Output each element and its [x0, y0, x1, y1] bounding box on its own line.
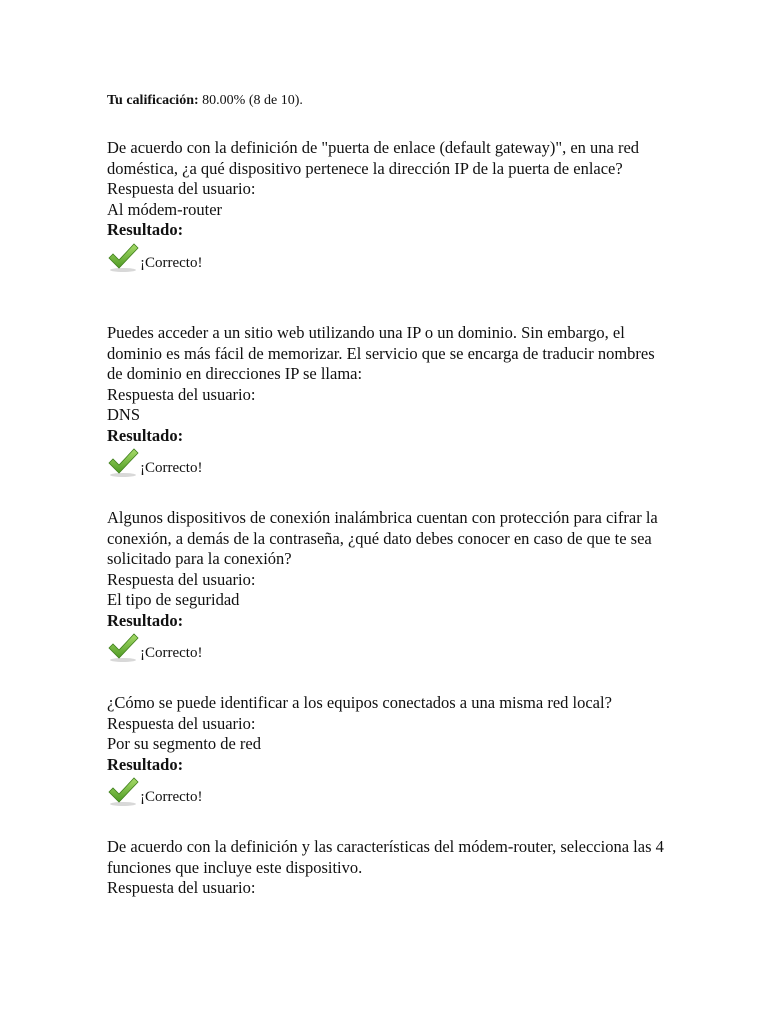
question-text: Puedes acceder a un sitio web utilizando una IP o un dominio. Sin embargo, el dominio es más fácil de memorizar. El servicio que se encarga de traducir nombres de dominio en direcciones IP se llama:: [107, 323, 655, 383]
answer-label: Respuesta del usuario:: [107, 713, 256, 733]
verdict-text: ¡Correcto!: [140, 460, 203, 476]
question-text: De acuerdo con la definición y las características del módem-router, selecciona las 4 funciones que incluye este dispositivo.: [107, 837, 664, 877]
question-block-5: [107, 837, 667, 899]
verdict-row: [107, 241, 667, 277]
question-block-2: [107, 323, 667, 482]
green-checkmark-icon: [107, 631, 139, 663]
green-checkmark-icon: [107, 775, 139, 807]
verdict-text: ¡Correcto!: [140, 789, 203, 805]
green-checkmark-icon: [107, 241, 139, 273]
verdict-text: ¡Correcto!: [140, 254, 203, 271]
grade-summary: [107, 92, 303, 110]
answer-label: Respuesta del usuario:: [107, 384, 256, 404]
question-block-3: [107, 508, 667, 667]
result-label: Resultado:: [107, 754, 184, 774]
question-text: Algunos dispositivos de conexión inalámbrica cuentan con protección para cifrar la conexión, a demás de la contraseña, ¿qué dato debes conocer en caso de que te sea solicitado para la conexión?: [107, 508, 658, 568]
question-text: ¿Cómo se puede identificar a los equipos conectados a una misma red local?: [107, 693, 612, 712]
verdict-row: [107, 631, 667, 667]
answer-label: Respuesta del usuario:: [107, 569, 256, 589]
user-answer: El tipo de seguridad: [107, 590, 240, 609]
verdict-row: [107, 775, 667, 811]
user-answer: Al módem-router: [107, 199, 223, 219]
answer-label: Respuesta del usuario:: [107, 179, 256, 198]
user-answer: DNS: [107, 405, 141, 424]
result-label: Resultado:: [107, 610, 184, 630]
grade-value: 80.00% (8 de 10).: [202, 93, 303, 108]
result-label: Resultado:: [107, 220, 184, 239]
user-answer: Por su segmento de red: [107, 734, 261, 753]
verdict-row: [107, 446, 667, 482]
question-block-1: [107, 138, 667, 277]
result-label: Resultado:: [107, 425, 184, 445]
question-text: De acuerdo con la definición de "puerta de enlace (default gateway)", en una red doméstica, ¿a qué dispositivo pertenece la dirección IP de la puerta de enlace?: [107, 138, 640, 178]
verdict-text: ¡Correcto!: [140, 645, 203, 661]
green-checkmark-icon: [107, 446, 139, 478]
answer-label: Respuesta del usuario:: [107, 878, 256, 897]
grade-label: Tu calificación:: [107, 93, 199, 108]
question-block-4: [107, 693, 667, 811]
